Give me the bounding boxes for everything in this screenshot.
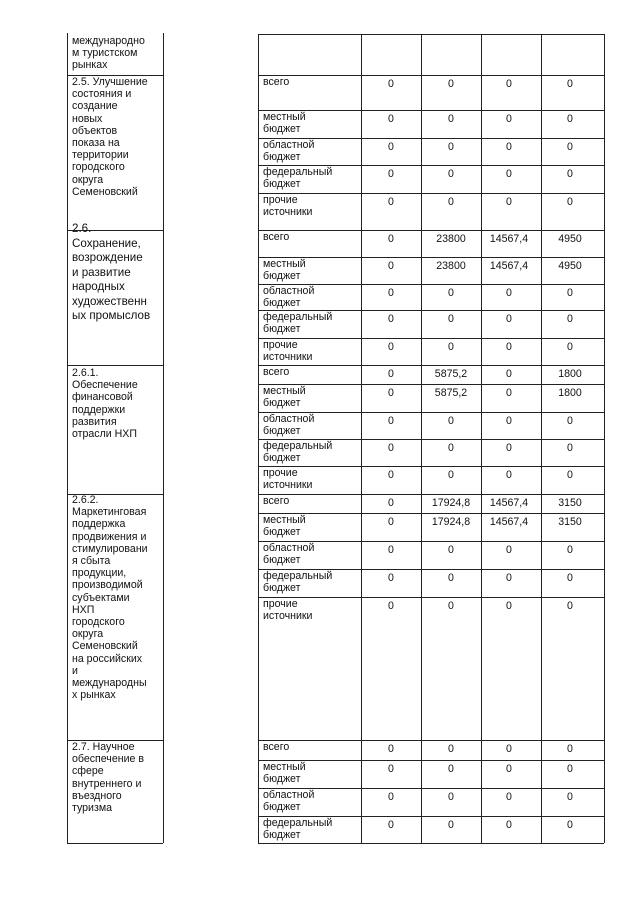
table-right-edge bbox=[604, 494, 605, 740]
table-cell-value: 0 bbox=[448, 819, 454, 831]
table-cell-value: 0 bbox=[388, 341, 394, 353]
table-cell-value: 0 bbox=[567, 78, 573, 90]
value-column-border-1 bbox=[421, 75, 422, 230]
funding-source: федеральный бюджет bbox=[263, 817, 333, 841]
table-cell-value: 0 bbox=[388, 743, 394, 755]
header-col-border-1 bbox=[421, 34, 422, 75]
header-left-border bbox=[67, 33, 68, 75]
table-cell-value: 0 bbox=[388, 260, 394, 272]
table-cell-value: 0 bbox=[506, 168, 512, 180]
table-cell-value: 0 bbox=[448, 572, 454, 584]
table-row-border bbox=[258, 338, 604, 339]
table-cell-value: 0 bbox=[567, 743, 573, 755]
table-cell-value: 0 bbox=[388, 78, 394, 90]
table-cell-value: 0 bbox=[506, 196, 512, 208]
table-cell-value: 0 bbox=[388, 313, 394, 325]
table-cell-value: 14567,4 bbox=[489, 516, 529, 528]
table-cell-value: 0 bbox=[448, 791, 454, 803]
table-row-border bbox=[258, 193, 604, 194]
funding-source: областной бюджет bbox=[263, 542, 315, 566]
funding-source: областной бюджет bbox=[263, 413, 315, 437]
table-cell-value: 0 bbox=[506, 415, 512, 427]
table-cell-value: 0 bbox=[506, 600, 512, 612]
table-cell-value: 0 bbox=[388, 368, 394, 380]
table-cell-value: 17924,8 bbox=[431, 497, 471, 509]
table-row-border bbox=[258, 110, 604, 111]
header-src-border bbox=[258, 34, 259, 75]
table-row-border bbox=[258, 740, 604, 741]
table-cell-value: 0 bbox=[388, 442, 394, 454]
table-cell-value: 0 bbox=[448, 78, 454, 90]
table-cell-value: 0 bbox=[388, 572, 394, 584]
table-cell-value: 0 bbox=[388, 791, 394, 803]
table-cell-value: 0 bbox=[388, 233, 394, 245]
table-cell-value: 0 bbox=[567, 469, 573, 481]
section-left-border bbox=[67, 494, 68, 740]
header-right-edge bbox=[604, 34, 605, 75]
src-column-border bbox=[258, 494, 259, 740]
table-cell-value: 0 bbox=[506, 341, 512, 353]
table-row-border bbox=[258, 597, 604, 598]
header-right-border bbox=[163, 33, 164, 75]
table-cell-value: 0 bbox=[567, 141, 573, 153]
value-column-border-2 bbox=[481, 75, 482, 230]
value-column-border-3 bbox=[541, 75, 542, 230]
funding-source: местный бюджет bbox=[263, 111, 306, 135]
table-cell-value: 0 bbox=[388, 544, 394, 556]
table-cell-value: 0 bbox=[506, 78, 512, 90]
table-cell-value: 0 bbox=[506, 819, 512, 831]
section-left-border bbox=[67, 740, 68, 843]
section-top-border bbox=[67, 365, 163, 366]
table-right-edge bbox=[604, 75, 605, 230]
table-cell-value: 0 bbox=[388, 387, 394, 399]
funding-source: областной бюджет bbox=[263, 285, 315, 309]
table-cell-value: 0 bbox=[388, 819, 394, 831]
funding-source: местный бюджет bbox=[263, 258, 306, 282]
funding-source: всего bbox=[263, 366, 290, 378]
funding-source: областной бюджет bbox=[263, 789, 315, 813]
table-row-border bbox=[258, 257, 604, 258]
table-cell-value: 0 bbox=[388, 763, 394, 775]
src-column-border bbox=[258, 75, 259, 230]
funding-source: федеральный бюджет bbox=[263, 311, 333, 335]
table-cell-value: 0 bbox=[388, 287, 394, 299]
table-cell-value: 0 bbox=[448, 313, 454, 325]
value-column-border-2 bbox=[481, 740, 482, 843]
value-column-border-2 bbox=[481, 230, 482, 365]
header-top-border bbox=[258, 34, 604, 35]
table-cell-value: 0 bbox=[567, 287, 573, 299]
table-cell-value: 0 bbox=[506, 387, 512, 399]
table-cell-value: 0 bbox=[448, 341, 454, 353]
table-cell-value: 0 bbox=[567, 819, 573, 831]
table-cell-value: 23800 bbox=[436, 260, 466, 272]
value-column-border-3 bbox=[541, 230, 542, 365]
table-cell-value: 17924,8 bbox=[431, 516, 471, 528]
table-cell-value: 0 bbox=[448, 442, 454, 454]
table-cell-value: 0 bbox=[448, 469, 454, 481]
funding-source: прочие источники bbox=[263, 598, 313, 622]
table-cell-value: 3150 bbox=[558, 516, 582, 528]
table-cell-value: 5875,2 bbox=[434, 387, 468, 399]
table-cell-value: 0 bbox=[567, 763, 573, 775]
funding-source: федеральный бюджет bbox=[263, 570, 333, 594]
value-column-border-3 bbox=[541, 365, 542, 494]
table-cell-value: 0 bbox=[448, 287, 454, 299]
table-row-border bbox=[258, 760, 604, 761]
table-cell-value: 0 bbox=[388, 196, 394, 208]
section-label: 2.7. Научное обеспечение в сфере внутреннего и въездного туризма bbox=[72, 741, 144, 815]
header-col-border-0 bbox=[361, 34, 362, 75]
value-column-border-1 bbox=[421, 230, 422, 365]
funding-source: федеральный бюджет bbox=[263, 440, 333, 464]
value-column-border-0 bbox=[361, 230, 362, 365]
table-row-border bbox=[258, 365, 604, 366]
funding-source: местный бюджет bbox=[263, 385, 306, 409]
table-cell-value: 0 bbox=[567, 113, 573, 125]
funding-source: всего bbox=[263, 741, 290, 753]
table-cell-value: 0 bbox=[506, 544, 512, 556]
table-right-edge bbox=[604, 365, 605, 494]
value-column-border-1 bbox=[421, 365, 422, 494]
table-cell-value: 0 bbox=[506, 141, 512, 153]
funding-source: областной бюджет bbox=[263, 139, 315, 163]
table-cell-value: 0 bbox=[388, 141, 394, 153]
value-column-border-3 bbox=[541, 494, 542, 740]
table-cell-value: 0 bbox=[388, 516, 394, 528]
table-cell-value: 14567,4 bbox=[489, 497, 529, 509]
funding-source: местный бюджет bbox=[263, 514, 306, 538]
table-cell-value: 0 bbox=[567, 196, 573, 208]
table-cell-value: 0 bbox=[448, 196, 454, 208]
table-cell-value: 0 bbox=[388, 600, 394, 612]
header-col-border-2 bbox=[481, 34, 482, 75]
table-cell-value: 3150 bbox=[558, 497, 582, 509]
section-bottom-border bbox=[258, 843, 604, 844]
funding-source: федеральный бюджет bbox=[263, 166, 333, 190]
table-cell-value: 0 bbox=[567, 442, 573, 454]
table-cell-value: 1800 bbox=[558, 387, 582, 399]
table-cell-value: 0 bbox=[567, 600, 573, 612]
funding-source: прочие источники bbox=[263, 194, 313, 218]
table-cell-value: 0 bbox=[567, 313, 573, 325]
funding-source: всего bbox=[263, 495, 290, 507]
value-column-border-1 bbox=[421, 740, 422, 843]
section-label: 2.6.2. Маркетинговая поддержка продвижения и стимулировани я сбыта продукции, производимой субъектами НХП городского округа Семеновский на российских и международны х рынках bbox=[72, 494, 148, 702]
table-cell-value: 0 bbox=[448, 141, 454, 153]
value-column-border-3 bbox=[541, 740, 542, 843]
funding-source: прочие источники bbox=[263, 339, 313, 363]
table-cell-value: 5875,2 bbox=[434, 368, 468, 380]
table-cell-value: 0 bbox=[567, 415, 573, 427]
table-cell-value: 0 bbox=[506, 368, 512, 380]
header-label: международно м туристском рынках bbox=[72, 35, 145, 72]
table-cell-value: 0 bbox=[506, 313, 512, 325]
table-cell-value: 0 bbox=[567, 544, 573, 556]
table-cell-value: 0 bbox=[567, 572, 573, 584]
table-cell-value: 0 bbox=[448, 415, 454, 427]
table-cell-value: 23800 bbox=[436, 233, 466, 245]
table-cell-value: 0 bbox=[388, 497, 394, 509]
table-right-edge bbox=[604, 740, 605, 843]
table-cell-value: 14567,4 bbox=[489, 260, 529, 272]
table-cell-value: 0 bbox=[388, 415, 394, 427]
funding-source: прочие источники bbox=[263, 467, 313, 491]
table-cell-value: 0 bbox=[506, 763, 512, 775]
header-col-border-3 bbox=[541, 34, 542, 75]
src-column-border bbox=[258, 230, 259, 365]
table-row-border bbox=[258, 384, 604, 385]
value-column-border-0 bbox=[361, 75, 362, 230]
label-bottom-border bbox=[67, 843, 163, 844]
table-row-border bbox=[258, 513, 604, 514]
table-cell-value: 0 bbox=[506, 442, 512, 454]
table-cell-value: 4950 bbox=[558, 233, 582, 245]
src-column-border bbox=[258, 740, 259, 843]
table-cell-value: 1800 bbox=[558, 368, 582, 380]
value-column-border-0 bbox=[361, 365, 362, 494]
funding-source: местный бюджет bbox=[263, 761, 306, 785]
table-cell-value: 0 bbox=[506, 113, 512, 125]
table-cell-value: 0 bbox=[448, 763, 454, 775]
table-cell-value: 0 bbox=[388, 113, 394, 125]
table-cell-value: 0 bbox=[388, 168, 394, 180]
table-row-border bbox=[258, 230, 604, 231]
table-row-border bbox=[258, 75, 604, 76]
table-cell-value: 4950 bbox=[558, 260, 582, 272]
table-row-border bbox=[258, 466, 604, 467]
table-row-border bbox=[258, 494, 604, 495]
section-label: 2.5. Улучшение состояния и создание новых объектов показа на территории городского округа Семеновский bbox=[72, 76, 148, 198]
table-cell-value: 0 bbox=[506, 572, 512, 584]
value-column-border-2 bbox=[481, 365, 482, 494]
table-cell-value: 0 bbox=[448, 113, 454, 125]
section-left-border bbox=[67, 230, 68, 365]
value-column-border-0 bbox=[361, 740, 362, 843]
section-left-border bbox=[67, 75, 68, 230]
section-label: 2.6. Сохранение, возрождение и развитие народных художественн ых промыслов bbox=[72, 222, 151, 322]
table-cell-value: 0 bbox=[567, 341, 573, 353]
table-cell-value: 0 bbox=[448, 544, 454, 556]
table-cell-value: 0 bbox=[506, 287, 512, 299]
table-cell-value: 0 bbox=[506, 791, 512, 803]
table-cell-value: 0 bbox=[506, 743, 512, 755]
table-cell-value: 0 bbox=[567, 168, 573, 180]
funding-source: всего bbox=[263, 76, 290, 88]
value-column-border-1 bbox=[421, 494, 422, 740]
table-cell-value: 0 bbox=[448, 600, 454, 612]
table-cell-value: 0 bbox=[448, 743, 454, 755]
value-column-border-0 bbox=[361, 494, 362, 740]
table-cell-value: 0 bbox=[448, 168, 454, 180]
table-cell-value: 0 bbox=[388, 469, 394, 481]
table-cell-value: 0 bbox=[567, 791, 573, 803]
value-column-border-2 bbox=[481, 494, 482, 740]
funding-source: всего bbox=[263, 231, 290, 243]
table-cell-value: 14567,4 bbox=[489, 233, 529, 245]
table-right-edge bbox=[604, 230, 605, 365]
table-cell-value: 0 bbox=[506, 469, 512, 481]
section-label: 2.6.1. Обеспечение финансовой поддержки развития отрасли НХП bbox=[72, 367, 138, 441]
section-left-border bbox=[67, 365, 68, 494]
src-column-border bbox=[258, 365, 259, 494]
